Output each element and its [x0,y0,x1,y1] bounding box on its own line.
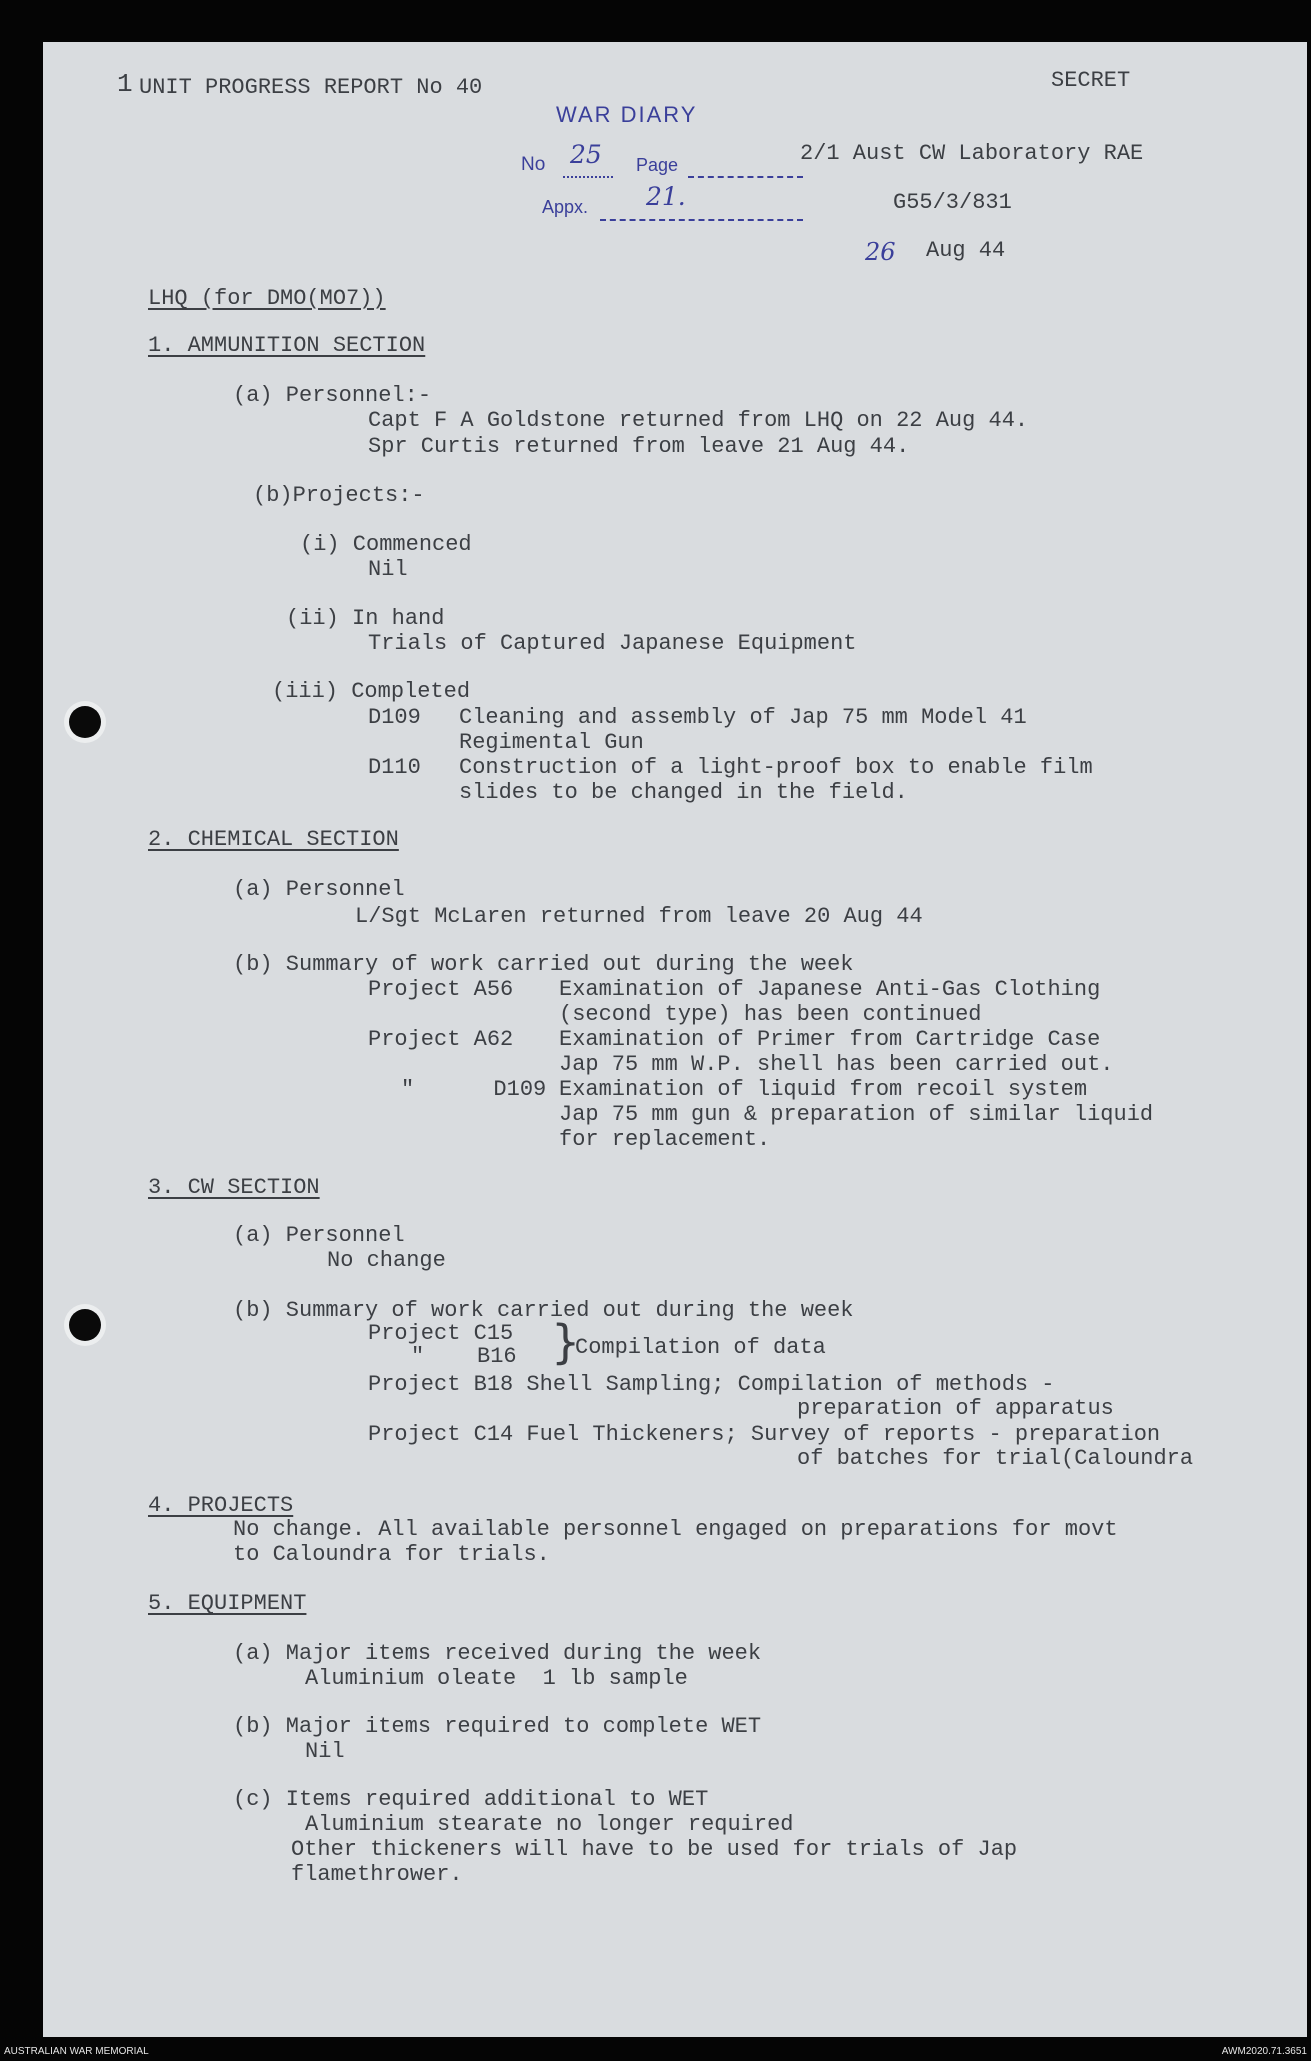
s5-c-label: (c) Items required additional to WET [233,1787,709,1812]
s2-project-code: Project A56 [368,977,514,1002]
section-3-heading: 3. CW SECTION [148,1175,320,1200]
stamp-page-label: Page [636,155,679,175]
s3-c14-line: of batches for trial(Caloundra [797,1446,1194,1471]
s1-commenced-label: (i) Commenced [300,532,472,557]
s2-project-text: (second type) has been continued [559,1002,982,1027]
s1-completed-text: Regimental Gun [459,730,644,755]
s1-completed-text: slides to be changed in the field. [459,780,908,805]
s1-inhand-value: Trials of Captured Japanese Equipment [368,631,857,656]
s2-summary-label: (b) Summary of work carried out during the week [233,952,854,977]
punch-hole [69,706,101,738]
s3-compilation: Compilation of data [575,1335,826,1360]
report-title: UNIT PROGRESS REPORT No 40 [139,75,483,100]
s1-personnel-label: (a) Personnel:- [233,383,432,408]
s3-c14-line: Project C14 Fuel Thickeners; Survey of reports - preparation [368,1422,1161,1447]
section-5-heading: 5. EQUIPMENT [148,1591,307,1616]
section-4-heading: 4. PROJECTS [148,1493,294,1518]
s4-line: to Caloundra for trials. [233,1542,550,1567]
s1-completed-code: D110 [368,755,421,780]
section-1-heading: 1. AMMUNITION SECTION [148,333,426,358]
s3-project-c15: Project C15 [368,1321,514,1346]
brace-icon: } [551,1315,581,1369]
s1-completed-text: Construction of a light-proof box to enable film [459,755,1093,780]
s5-b-label: (b) Major items required to complete WET [233,1714,762,1739]
date-month-year: Aug 44 [926,238,1006,263]
stamp-no-label: No [521,154,546,175]
s5-c-line: Other thickeners will have to be used for trials of Jap [291,1837,1018,1862]
stamp-no-line [563,176,613,178]
page-mark: 1 [117,69,133,99]
s3-personnel-label: (a) Personnel [233,1223,405,1248]
s2-project-text: Examination of Japanese Anti-Gas Clothing [559,977,1101,1002]
punch-hole [69,1309,101,1341]
s2-project-code: Project A62 [368,1027,514,1052]
s4-line: No change. All available personnel engaged on preparations for movt [233,1517,1118,1542]
s2-project-text: Jap 75 mm gun & preparation of similar liquid [559,1102,1154,1127]
war-diary-stamp-title: WAR DIARY [556,102,698,127]
stamp-page-line [688,176,803,178]
s2-project-text: Examination of Primer from Cartridge Case [559,1027,1101,1052]
document-page [43,42,1307,2037]
footer-archive-name: AUSTRALIAN WAR MEMORIAL [4,2046,149,2057]
unit-name: 2/1 Aust CW Laboratory RAE [800,141,1144,166]
s2-project-text: Jap 75 mm W.P. shell has been carried out. [559,1052,1114,1077]
stamp-appx-value: 21. [646,182,686,211]
date-day: 26 [865,238,896,266]
stamp-appx-line [600,219,803,221]
s2-personnel-line: L/Sgt McLaren returned from leave 20 Aug 44 [355,904,923,929]
s1-completed-text: Cleaning and assembly of Jap 75 mm Model 41 [459,705,1027,730]
stamp-appx-label: Appx. [542,197,589,217]
s3-summary-label: (b) Summary of work carried out during the week [233,1298,854,1323]
addressee: LHQ (for DMO(MO7)) [148,286,386,311]
classification: SECRET [1051,68,1131,93]
s5-c-line: Aluminium stearate no longer required [305,1812,794,1837]
s1-inhand-label: (ii) In hand [286,606,445,631]
s1-completed-label: (iii) Completed [272,679,471,704]
s2-project-text: Examination of liquid from recoil system [559,1077,1088,1102]
s2-project-code: " D109 [401,1077,547,1102]
s5-a-value: Aluminium oleate 1 lb sample [305,1666,688,1691]
s5-b-value: Nil [305,1739,345,1764]
footer-catalogue-number: AWM2020.71.3651 [1221,2046,1307,2057]
s1-personnel-line: Capt F A Goldstone returned from LHQ on 22 Aug 44. [368,408,1029,433]
s3-project-b16: " B16 [411,1344,517,1369]
s5-a-label: (a) Major items received during the week [233,1641,762,1666]
s3-b18-line: Project B18 Shell Sampling; Compilation of methods - [368,1372,1055,1397]
file-reference: G55/3/831 [893,190,1012,215]
s1-projects-label: (b)Projects:- [253,483,425,508]
s1-completed-code: D109 [368,705,421,730]
s3-b18-line: preparation of apparatus [797,1396,1114,1421]
s3-personnel-line: No change [327,1248,446,1273]
s2-project-text: for replacement. [559,1127,771,1152]
stamp-no-value: 25 [570,140,602,169]
s2-personnel-label: (a) Personnel [233,877,405,902]
section-2-heading: 2. CHEMICAL SECTION [148,827,399,852]
s1-personnel-line: Spr Curtis returned from leave 21 Aug 44. [368,434,910,459]
s5-c-line: flamethrower. [291,1862,463,1887]
s1-commenced-value: Nil [368,557,408,582]
